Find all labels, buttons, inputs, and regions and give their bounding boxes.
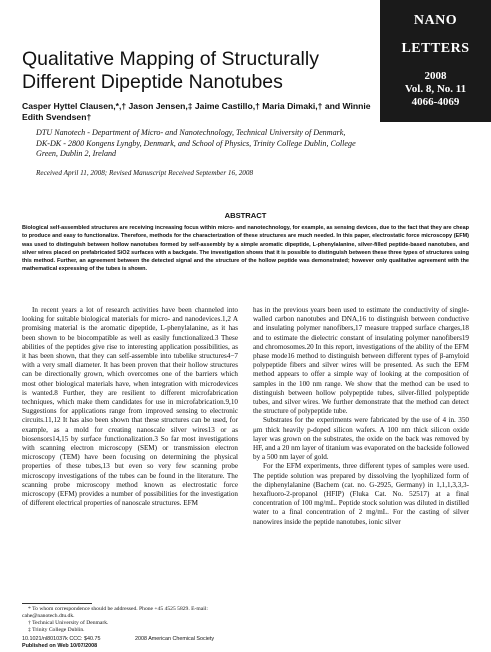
author-list: Casper Hyttel Clausen,*,† Jason Jensen,‡ Jaime Castillo,† Maria Dimaki,† and Winnie Edith Svendsen†	[22, 101, 371, 122]
footnote-correspondence: * To whom correspondence should be addressed. Phone +45 4525 5829. E-mail: cahe@nanotech.dtu.dk.	[22, 606, 208, 619]
doi-block	[22, 636, 101, 650]
body-paragraph: For the EFM experiments, three different types of samples were used. The peptide solution was prepared by dissolving the lyophilized form of the diphenylalanine (Bachem (cat. no. G-2925, Germany) in 1,1,1,3,3,3-hexafluoro-2-propanol (HFIP) (Fluka Cat. No. 52517) at a final concentration of 100 mg/mL. Peptide stock solution was diluted in distilled water to a final concentration of 2 mg/mL. For the casting of silver nanowires inside the peptide nanotubes, ionic silver	[253, 462, 469, 526]
affiliation: DTU Nanotech - Department of Micro- and Nanotechnology, Technical University of Denmark, DK-DK - 2800 Kongens Lyngby, Denmark, and School of Physics, Trinity College Dublin, College Green, Dublin 2, Ireland	[36, 128, 356, 158]
footnotes	[22, 606, 242, 634]
footnote-divider	[22, 603, 92, 604]
footnote-affiliation-1: † Technical University of Denmark.	[28, 620, 109, 626]
journal-year: 2008	[424, 70, 447, 82]
footnote-affiliation-2: ‡ Trinity College Dublin.	[28, 627, 85, 633]
abstract-heading: ABSTRACT	[224, 211, 267, 220]
doi-text: 10.1021/nl801037k CCC: $40.75	[22, 636, 101, 642]
journal-name-line2: LETTERS	[401, 41, 470, 56]
body-column-right	[253, 306, 469, 527]
body-paragraph: In recent years a lot of research activities have been channeled into looking for suitable biological materials for micro- and nanodevices.1,2 A promising material is the aromatic dipeptide, L-phenylalanine, as it has been shown to be biocompatible as well as easily functionalized.3 These abilities of the peptides give rise to interesting application possibilities, as it has been shown, that they can self-assemble into tubelike structures4−7 with a very small diameter. It has been proven that their hollow structures can be directionally grown, which overcomes one of the barriers which most other biological materials have, when integration with microdevices is wanted.8 Further, they are resilient to different microfabrication techniques, which make them candidates for use in microfabrication.9,10 Suggestions for applications range from improved sensing to electronic circuits.11,12 It has also been shown that these structures can be used, for example, as a mold for creating nanoscale silver wires13 or as biosensors14,15 by surface functionalization.3 So far most investigations with scanning electron microscopy (SEM) or transmission electron microscopy (TEM) have been focusing on determining the physical properties of these tubes,13 but even so very few scanning probe microscopy investigations of the tubes can be found in the literature. The scanning probe microscopy method known as electrostatic force microscopy (EFM) provides a number of possibilities for the investigation of different electrical properties of nanoscale structures. EFM	[22, 306, 238, 508]
body-column-left	[22, 306, 238, 508]
published-date: Published on Web 10/07/2008	[22, 643, 98, 649]
journal-name-line1: NANO	[413, 13, 458, 28]
journal-pages: 4066-4069	[411, 96, 460, 108]
paper-title: Qualitative Mapping of Structurally Different Dipeptide Nanotubes	[22, 48, 319, 93]
received-dates: Received April 11, 2008; Revised Manuscript Received September 16, 2008	[36, 169, 254, 177]
abstract-text: Biological self-assembled structures are receiving increasing focus within micro- and nanotechnology, for example, as sensing devices, due to the fact that they are cheap to produce and easy to functionalize. Therefore, methods for the characterization of these structures are much needed. In this paper, electrostatic force microscopy (EFM) was used to distinguish between hollow nanotubes formed by self-assembly by a simple aromatic dipeptide, L-phenylalanine, silver-filled peptide-based nanotubes, and silver wires placed on prefabricated SiO2 surfaces with a backgate. The investigation shows that it is possible to distinguish between these three types of structures using this method. Further, an agreement between the detected signal and the structure of the hollow peptide was demonstrated; however only qualitative agreement with the mathematical expressing of the tubes is shown.	[22, 225, 469, 273]
body-paragraph: has in the previous years been used to estimate the conductivity of single-walled carbon nanotubes and DNA,16 to distinguish between conductive and insulating polymer nanofibers,17 measure trapped surface charges,18 and to estimate the dielectric constant of insulating polymer nanofibers19 and chromosomes.20 In this report, investigations of the ability of the EFM phase mode16 method to distinguish between different types of β-amyloid polypeptide fibers and silver wires will be presented. As such the EFM method appears to offer a simple way of looking at the composition of samples in the 100 nm range. We show that the method can be used to distinguish between hollow polypeptide tubes, silver-filled polypeptide tubes, and silver wires. We further demonstrate that the method can detect the structure of polypeptide tube.	[253, 306, 469, 416]
journal-volume: Vol. 8, No. 11	[404, 83, 467, 95]
journal-badge	[380, 0, 491, 122]
body-paragraph: Substrates for the experiments were fabricated by the use of 4 in. 350 μm thick heavily p-doped silicon wafers. A 100 nm thick silicon oxide layer was grown on the substrates, the oxide on the back was removed by HF, and a 20 nm layer of titanium was evaporated on the backside followed by a 500 nm layer of gold.	[253, 416, 469, 462]
copyright: 2008 American Chemical Society	[135, 636, 215, 642]
